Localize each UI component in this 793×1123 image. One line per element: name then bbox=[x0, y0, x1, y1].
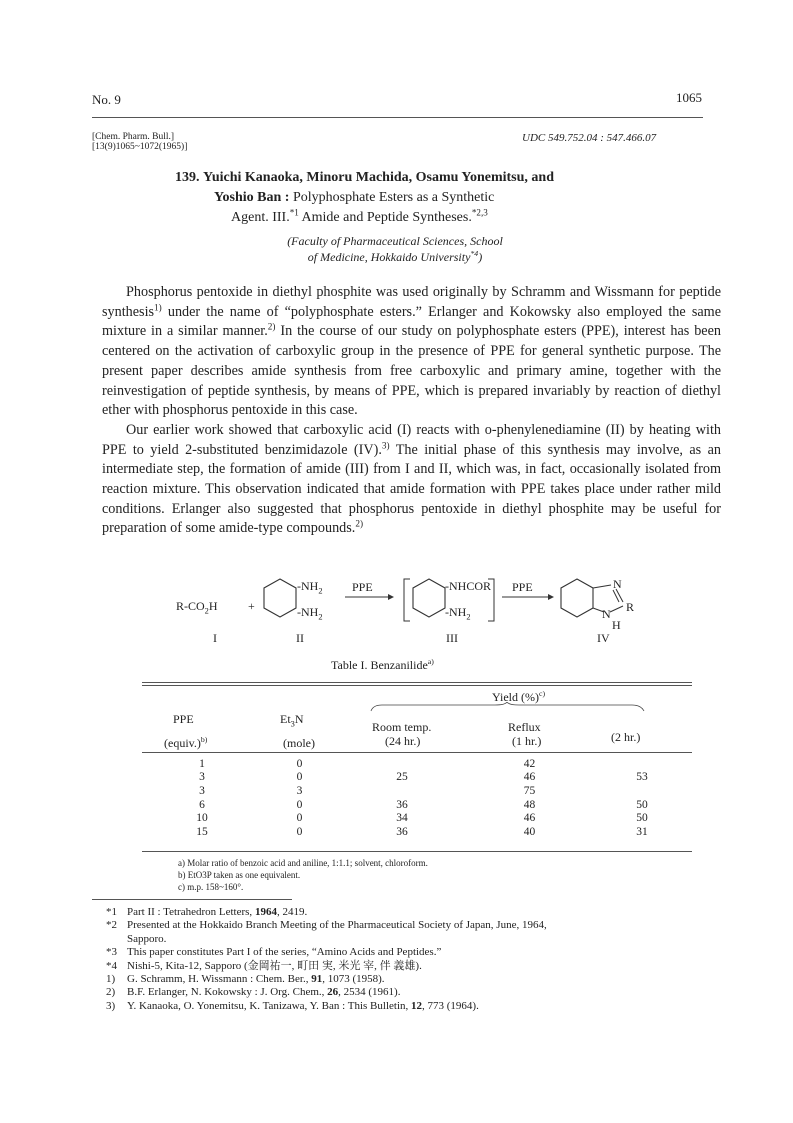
p1-text-b: under the name of “polyphosphate esters.” Erlanger and Kokowsky also employed the same mixture in a similar manner. bbox=[102, 303, 721, 340]
footnotes bbox=[106, 906, 736, 1013]
table-caption-mark: a) bbox=[427, 657, 434, 666]
title-footnote-mark-2: *2,3 bbox=[471, 207, 488, 218]
scheme-nh2-b: $-NH_2$ bbox=[297, 605, 323, 622]
cell-ppe: 3 bbox=[199, 771, 205, 784]
footnote-text: This paper constitutes Part I of the series, “Amino Acids and Peptides.” bbox=[127, 946, 442, 959]
cell-ppe: 10 bbox=[196, 812, 208, 825]
scheme-h: H bbox=[612, 618, 621, 632]
cell-ppe: 15 bbox=[196, 825, 208, 838]
footnote-text: Part II : Tetrahedron Letters, bbox=[127, 906, 255, 918]
table-caption bbox=[331, 658, 434, 673]
imidazole-bond-4 bbox=[610, 606, 623, 612]
p2-text-b: The initial phase of this synthesis may involve, as an intermediate step, the formation of amide (III) from I and II, which was, in fact, occasionally isolated from reaction mixture. This observation indicated that amide formation with PPE takes place under rather mild conditions. Erlanger also suggested that phosphorus pentoxide in diethyl phosphite may be useful for preparation of some amide-type compounds. bbox=[102, 441, 721, 537]
col-ppe-mark: b) bbox=[200, 735, 208, 744]
paragraph-1 bbox=[102, 283, 721, 421]
footnote-item bbox=[106, 946, 736, 959]
affiliation-line-1: (Faculty of Pharmaceutical Sciences, School bbox=[287, 234, 503, 248]
reference-mark: 2) bbox=[106, 986, 116, 999]
footnote-after: , 2419. bbox=[276, 906, 308, 918]
footnote-mark: *4 bbox=[106, 959, 117, 972]
ref-mark: 2) bbox=[355, 518, 364, 529]
cell-room-temp: 36 bbox=[396, 825, 408, 838]
scheme-reactant: $R-CO_2H$ bbox=[176, 599, 218, 616]
footnote-mark: *2 bbox=[106, 919, 117, 932]
cell-et3n: 0 bbox=[296, 798, 303, 811]
journal-citation: [Chem. Pharm. Bull.] [13(9)1065~1072(1965)] bbox=[92, 132, 188, 152]
udc-code: UDC 549.752.04 : 547.466.07 bbox=[522, 132, 657, 144]
affiliation-close: ) bbox=[478, 250, 483, 264]
reference-text: G. Schramm, H. Wissmann : Chem. Ber., bbox=[127, 973, 312, 986]
table-row bbox=[142, 825, 692, 839]
ref-mark: 1) bbox=[154, 301, 162, 312]
cell-room-temp bbox=[337, 784, 467, 798]
cell-2hr: 50 bbox=[636, 812, 648, 825]
cell-reflux: 40 bbox=[523, 825, 536, 838]
table-notes bbox=[178, 857, 428, 893]
p1-text-c: In the course of our study on polyphosphate esters (PPE), interest has been centered on the activation of carboxylic group in the presence of PPE for general synthetic purpose. The present paper describes amide synthesis from free carboxylic and primary amine, together with the reinvestigation of peptide synthesis, by means of PPE, which is prepared invariably by reaction of diethyl ether with phosphorus pentoxide in this case. bbox=[102, 323, 721, 419]
yield-header-text: Yield (%) bbox=[492, 690, 539, 704]
scheme-reagent-2: PPE bbox=[512, 580, 533, 594]
reference-after: , 1073 (1958). bbox=[322, 973, 385, 986]
col-ppe-unit-text: (equiv.) bbox=[164, 736, 201, 750]
cell-ppe: 6 bbox=[199, 798, 205, 811]
scheme-reagent-1: PPE bbox=[352, 580, 373, 594]
ref-mark: 2) bbox=[267, 321, 276, 332]
bracket-left bbox=[404, 579, 410, 621]
yield-brace bbox=[370, 702, 645, 712]
ref-mark: 3) bbox=[381, 439, 390, 450]
table-caption-text: Table I. Benzanilide bbox=[331, 658, 428, 672]
cell-2hr bbox=[592, 757, 692, 771]
label-IV: IV bbox=[597, 631, 610, 645]
table-row bbox=[142, 811, 692, 825]
scheme-nh2-a: $-NH_2$ bbox=[297, 579, 323, 596]
col-room-temp-unit: (24 hr.) bbox=[385, 734, 421, 748]
cell-room-temp: 25 bbox=[396, 771, 408, 784]
table-row bbox=[142, 798, 692, 812]
reactant-label: R-CO bbox=[176, 599, 205, 613]
benzene-ring-4 bbox=[561, 579, 593, 617]
reference-volume: 91 bbox=[311, 973, 323, 986]
col-2hr: (2 hr.) bbox=[611, 730, 641, 744]
col-et3n: $Et_3N$ bbox=[280, 712, 304, 729]
title-line-2b: Amide and Peptide Syntheses. bbox=[301, 210, 472, 225]
table-body bbox=[142, 757, 692, 839]
label-I: I bbox=[213, 631, 217, 645]
arrow-2-head bbox=[548, 594, 554, 600]
nh2-b-label: -NH bbox=[297, 605, 319, 619]
scheme-plus: + bbox=[248, 599, 255, 613]
reference-mark: 1) bbox=[106, 973, 116, 986]
table-row bbox=[142, 784, 692, 798]
issue-number: No. 9 bbox=[92, 92, 121, 107]
reference-text: Y. Kanaoka, O. Yonemitsu, K. Tanizawa, Y. Ban : This Bulletin, bbox=[127, 999, 411, 1012]
label-II: II bbox=[296, 631, 304, 645]
table-note-a: a) Molar ratio of benzoic acid and aniline, 1:1.1; solvent, chloroform. bbox=[178, 858, 428, 868]
table-header-rule bbox=[142, 752, 692, 753]
col-ppe: PPE bbox=[173, 712, 194, 726]
cell-et3n: 0 bbox=[296, 812, 303, 825]
title-line-1: Polyphosphate Esters as a Synthetic bbox=[292, 190, 495, 205]
authors-line-1: Yuichi Kanaoka, Minoru Machida, Osamu Yonemitsu, and bbox=[203, 170, 554, 185]
reference-after: , 773 (1964). bbox=[422, 999, 479, 1012]
footnote-item bbox=[106, 933, 736, 946]
arrow-1-head bbox=[388, 594, 394, 600]
cell-ppe: 3 bbox=[199, 784, 205, 797]
cell-room-temp bbox=[337, 757, 467, 771]
scheme-drawing bbox=[170, 575, 670, 655]
cell-2hr: 31 bbox=[636, 825, 648, 838]
title-footnote-mark-1: *1 bbox=[289, 207, 299, 218]
cell-reflux: 48 bbox=[523, 798, 536, 811]
reference-after: , 2534 (1961). bbox=[338, 986, 401, 999]
cell-reflux: 46 bbox=[523, 812, 536, 825]
nh2-a-label: -NH bbox=[297, 579, 319, 593]
table-row bbox=[142, 757, 692, 771]
table-note-c: c) m.p. 158~160°. bbox=[178, 882, 244, 892]
nh2-c-label: -NH bbox=[445, 605, 467, 619]
citation-line-2: 13(9)1065~1072(1965) bbox=[95, 142, 185, 152]
footnote-mark: *1 bbox=[106, 906, 117, 918]
reaction-scheme bbox=[170, 575, 670, 645]
scheme-nh2-c: $-NH_2$ bbox=[445, 605, 471, 622]
reference-item bbox=[106, 986, 736, 999]
yield-mark: c) bbox=[539, 689, 546, 698]
title-line-2: Agent. III. bbox=[231, 210, 290, 225]
article-number: 139. bbox=[175, 170, 200, 185]
col-reflux-unit: (1 hr.) bbox=[512, 734, 542, 748]
authors-line-2: Yoshio Ban : bbox=[214, 190, 290, 205]
p1-text-a: Phosphorus pentoxide in diethyl phosphite was used originally by Schramm and Wissmann for peptide synthesis bbox=[102, 284, 721, 320]
cell-et3n: 0 bbox=[296, 771, 303, 784]
reference-volume: 26 bbox=[327, 986, 339, 999]
cell-et3n: 0 bbox=[296, 757, 303, 770]
benzene-ring-2 bbox=[264, 579, 296, 617]
citation-line-1: Chem. Pharm. Bull. bbox=[95, 132, 171, 142]
label-III: III bbox=[446, 631, 458, 645]
affiliation-line-2: of Medicine, Hokkaido University bbox=[307, 250, 471, 264]
reference-item bbox=[106, 973, 736, 986]
footnote-item bbox=[106, 906, 736, 919]
table-top-rule-2 bbox=[142, 685, 692, 686]
cell-ppe: 1 bbox=[199, 757, 205, 770]
benzene-ring-3 bbox=[413, 579, 445, 617]
cell-2hr: 53 bbox=[636, 771, 648, 784]
cell-reflux: 75 bbox=[523, 784, 536, 797]
footnote-bold: 1964 bbox=[254, 906, 277, 918]
benzanilide-table bbox=[142, 757, 692, 839]
cell-2hr bbox=[592, 784, 692, 798]
footnote-mark: *3 bbox=[106, 946, 117, 959]
scheme-r: R bbox=[626, 600, 635, 614]
footnote-item bbox=[106, 960, 736, 973]
affiliation bbox=[225, 233, 565, 265]
scheme-nhcor: -NHCOR bbox=[445, 579, 492, 593]
body-text bbox=[102, 283, 721, 539]
paragraph-2 bbox=[102, 421, 721, 539]
imidazole-bond-1 bbox=[593, 585, 611, 588]
page-number: 1065 bbox=[676, 90, 702, 105]
footnote-rule bbox=[92, 899, 292, 900]
reference-item bbox=[106, 1000, 736, 1013]
col-room-temp: Room temp. bbox=[372, 720, 432, 734]
cell-2hr: 50 bbox=[636, 798, 648, 811]
table-note-b: b) EtO3P taken as one equivalent. bbox=[178, 870, 301, 880]
table-top-rule bbox=[142, 682, 692, 683]
cell-reflux: 46 bbox=[523, 771, 536, 784]
scheme-n-top: N bbox=[613, 577, 622, 591]
col-ppe-unit bbox=[164, 736, 207, 751]
reference-mark: 3) bbox=[106, 999, 116, 1012]
footnote-text: Nishi-5, Kita-12, Sapporo (金岡祐一, 町田 実, 米光 宰, 伴 義雄). bbox=[127, 959, 422, 972]
cell-reflux: 42 bbox=[523, 757, 536, 770]
cell-room-temp: 36 bbox=[396, 798, 408, 811]
reference-volume: 12 bbox=[411, 999, 422, 1012]
table-row bbox=[142, 771, 692, 785]
p2-text-a: Our earlier work showed that carboxylic acid (I) reacts with o-phenylenediamine (II) by heating with PPE to yield 2-substituted benzimidazole (IV). bbox=[102, 421, 721, 458]
footnote-item bbox=[106, 919, 736, 932]
cell-room-temp: 34 bbox=[396, 812, 408, 825]
cell-et3n: 3 bbox=[296, 784, 303, 797]
article-title bbox=[175, 168, 645, 228]
affiliation-mark: *4 bbox=[470, 249, 479, 258]
reference-text: B.F. Erlanger, N. Kokowsky : J. Org. Chem., bbox=[127, 986, 328, 999]
col-reflux: Reflux bbox=[508, 720, 541, 734]
table-bottom-rule bbox=[142, 851, 692, 852]
cell-et3n: 0 bbox=[296, 825, 303, 838]
footnote-text: Presented at the Hokkaido Branch Meeting of the Pharmaceutical Society of Japan, June, 1964, bbox=[127, 919, 547, 932]
header-rule bbox=[92, 117, 703, 118]
footnote-text: Sapporo. bbox=[127, 932, 167, 945]
col-et3n-unit: (mole) bbox=[283, 736, 315, 750]
scheme-n-bottom: N bbox=[602, 607, 611, 621]
